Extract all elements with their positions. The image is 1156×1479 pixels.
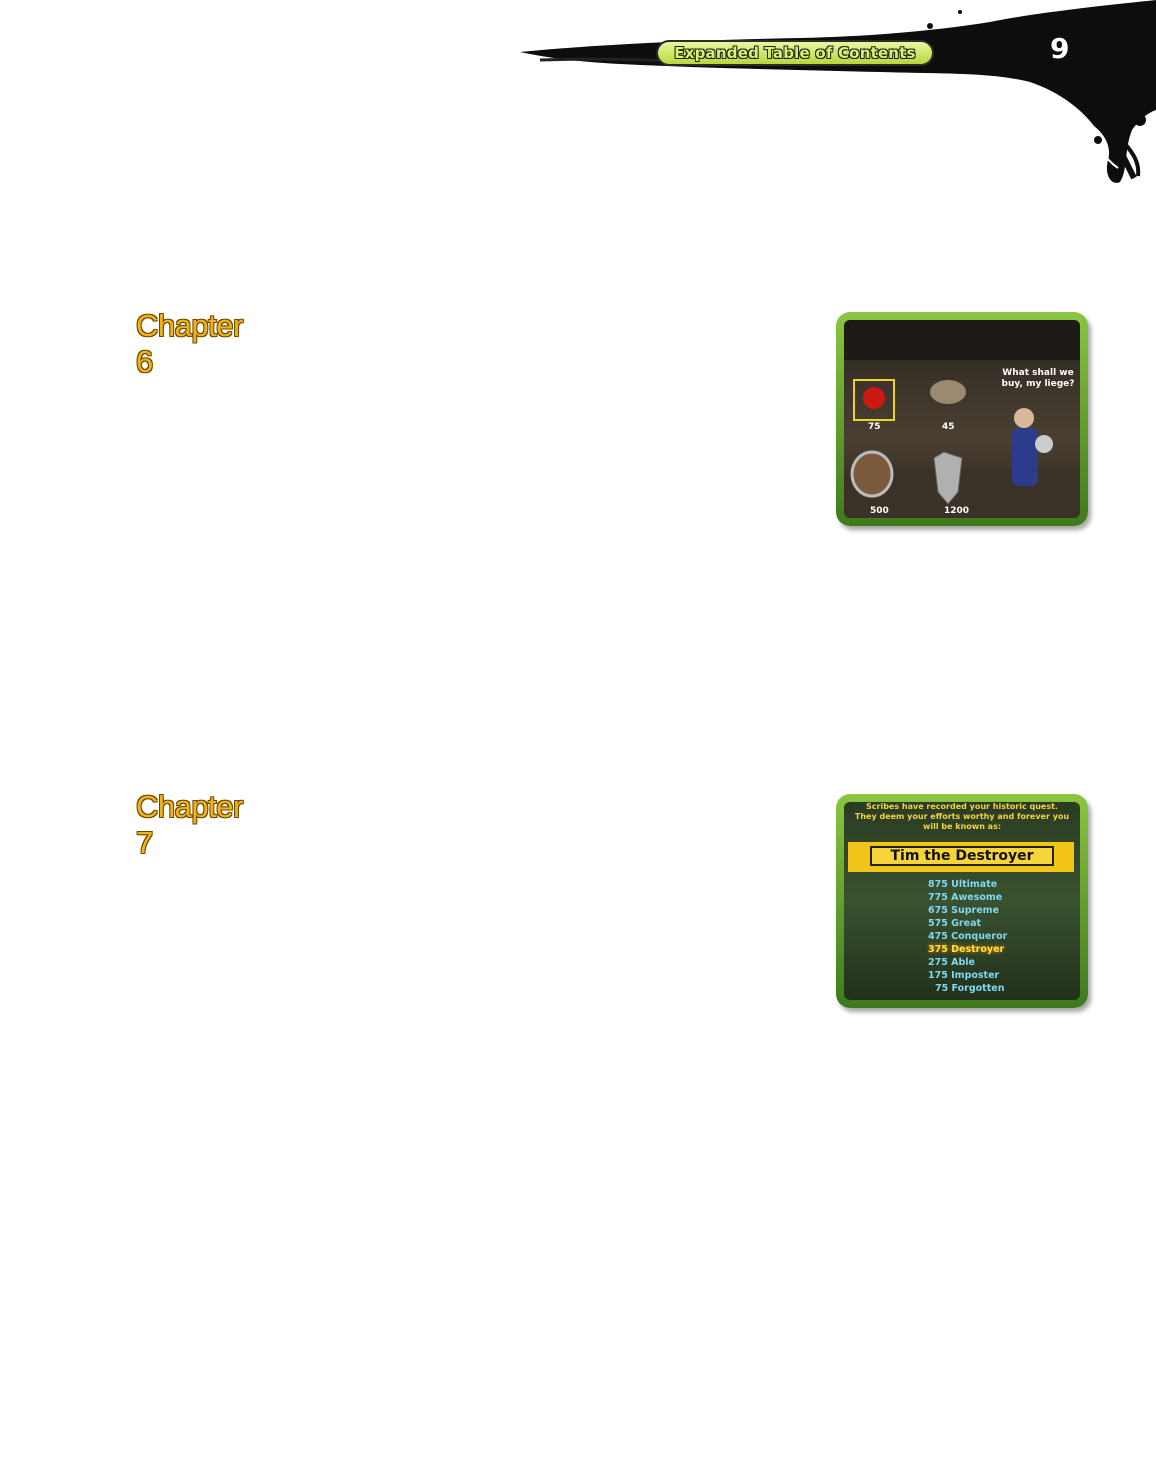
game-screenshot-rank [836, 794, 1088, 1008]
rank-item: 875 Ultimate [928, 879, 998, 890]
rank-message: Scribes have recorded your historic quest. They deem your efforts worthy and forever you will be known as: [854, 802, 1070, 831]
rank-item-highlighted: 375 Destroyer [928, 944, 1005, 955]
shop-dialog-text: What shall we buy, my liege? [1001, 368, 1075, 389]
rank-item: 575 Great [928, 918, 982, 929]
shop-scene-art [844, 320, 1080, 518]
rank-item: 775 Awesome [928, 892, 1003, 903]
running-title-badge: Expanded Table of Contents [656, 40, 934, 66]
price-label: 45 [942, 422, 955, 432]
rank-list [928, 878, 1007, 995]
page-number: 9 [1050, 32, 1070, 65]
rank-title: Tim the Destroyer [870, 846, 1054, 866]
rank-scene [844, 802, 1080, 1000]
chapter-6-label: Chapter 6 [136, 308, 243, 379]
shop-scene [844, 320, 1080, 518]
price-label: 500 [870, 506, 889, 516]
rank-item: 75 Forgotten [935, 983, 1005, 994]
rank-item: 275 Able [928, 957, 975, 968]
price-label: 75 [868, 422, 881, 432]
rank-item: 475 Conqueror [928, 931, 1008, 942]
chapter-7-label: Chapter 7 [136, 789, 243, 860]
ink-splash-banner [0, 0, 1156, 200]
price-label: 1200 [944, 506, 970, 516]
rank-item: 175 Imposter [928, 970, 1000, 981]
rank-item: 675 Supreme [928, 905, 1000, 916]
page-header [0, 0, 1156, 200]
game-screenshot-shop [836, 312, 1088, 526]
